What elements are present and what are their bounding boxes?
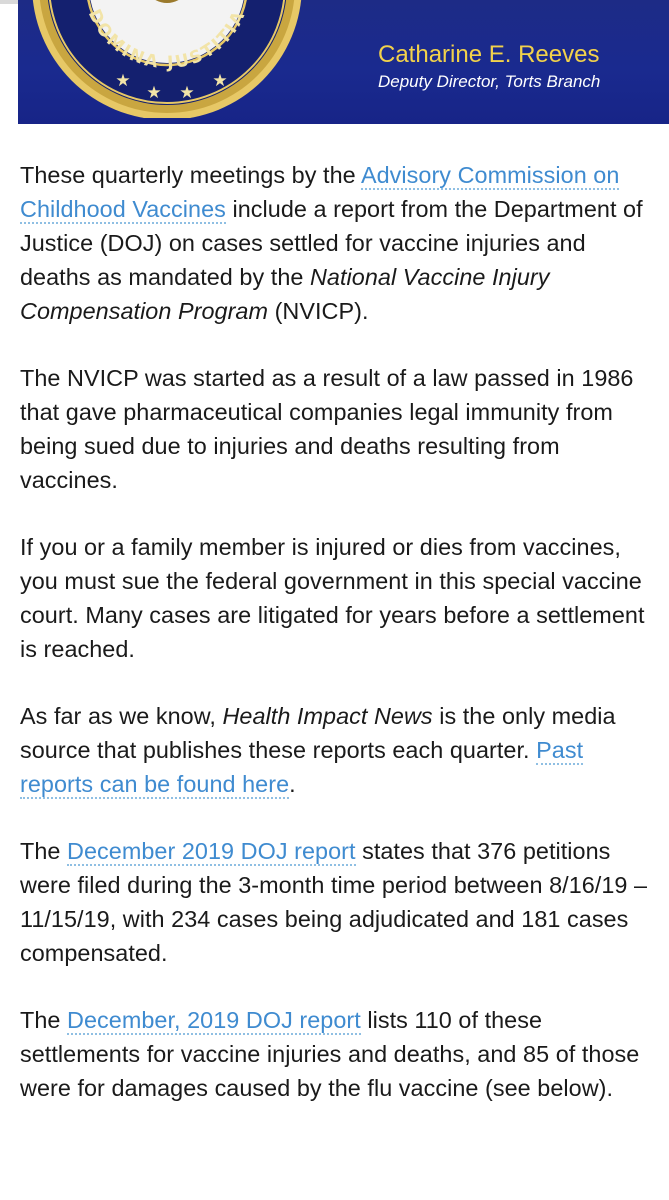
publication-name: Health Impact News bbox=[222, 703, 433, 729]
paragraph-text: The NVICP was started as a result of a law passed in 1986 that gave pharmaceutical companies legal immunity from being sued due to injuries and deaths resulting from vaccines. bbox=[20, 365, 634, 493]
paragraph-vaccine-court bbox=[20, 530, 660, 666]
paragraph-text: As far as we know, bbox=[20, 703, 223, 729]
paragraph-past-reports bbox=[20, 699, 660, 801]
paragraph-text: states that 376 petitions were filed during the 3-month time period between 8/16/19 – 11/15/19, with 234 cases being adjudicated and 181 cases compensated. bbox=[20, 838, 648, 966]
presenter-name: Catharine E. Reeves bbox=[378, 41, 600, 68]
paragraph-text: include a report from the Department of Justice (DOJ) on cases settled for vaccine injuries and deaths as mandated by the bbox=[20, 196, 643, 290]
svg-text:★: ★ bbox=[115, 71, 131, 91]
paragraph-text: If you or a family member is injured or dies from vaccines, you must sue the federal government in this special vaccine court. Many cases are litigated for years before a settlement is reached. bbox=[20, 534, 645, 662]
paragraph-text: The bbox=[20, 838, 68, 864]
paragraph-text: (NVICP). bbox=[268, 298, 369, 324]
paragraph-nvicp-history bbox=[20, 361, 660, 497]
paragraph-intro bbox=[20, 158, 660, 328]
svg-text:★: ★ bbox=[179, 83, 195, 103]
doj-seal-icon bbox=[24, 0, 310, 118]
seal-motto: DOMINA JUSTITIA bbox=[83, 6, 251, 74]
article-body bbox=[20, 158, 660, 1138]
presenter-title: Deputy Director, Torts Branch bbox=[378, 72, 601, 91]
paragraph-text: is the only media source that publishes these reports each quarter. bbox=[20, 703, 616, 763]
program-name: National Vaccine Injury Compensation Program bbox=[20, 264, 550, 324]
paragraph-text: The bbox=[20, 1007, 68, 1033]
svg-text:★: ★ bbox=[146, 83, 162, 103]
advisory-commission-link[interactable]: Advisory Commission on Childhood Vaccines bbox=[20, 162, 620, 222]
december-2019-doj-report-link-2[interactable]: December, 2019 DOJ report bbox=[67, 1007, 361, 1033]
past-reports-link[interactable]: Past reports can be found here bbox=[20, 737, 584, 797]
presenter-info bbox=[378, 40, 668, 93]
paragraph-text: lists 110 of these settlements for vaccine injuries and deaths, and 85 of those were for damages caused by the flu vaccine (see below). bbox=[20, 1007, 640, 1101]
paragraph-text: These quarterly meetings by the bbox=[20, 162, 361, 188]
paragraph-settlements bbox=[20, 1003, 660, 1105]
paragraph-text: . bbox=[289, 771, 296, 797]
paragraph-petitions-stats bbox=[20, 834, 660, 970]
presenter-banner bbox=[18, 0, 669, 124]
december-2019-doj-report-link[interactable]: December 2019 DOJ report bbox=[67, 838, 356, 864]
svg-text:★: ★ bbox=[212, 71, 228, 91]
